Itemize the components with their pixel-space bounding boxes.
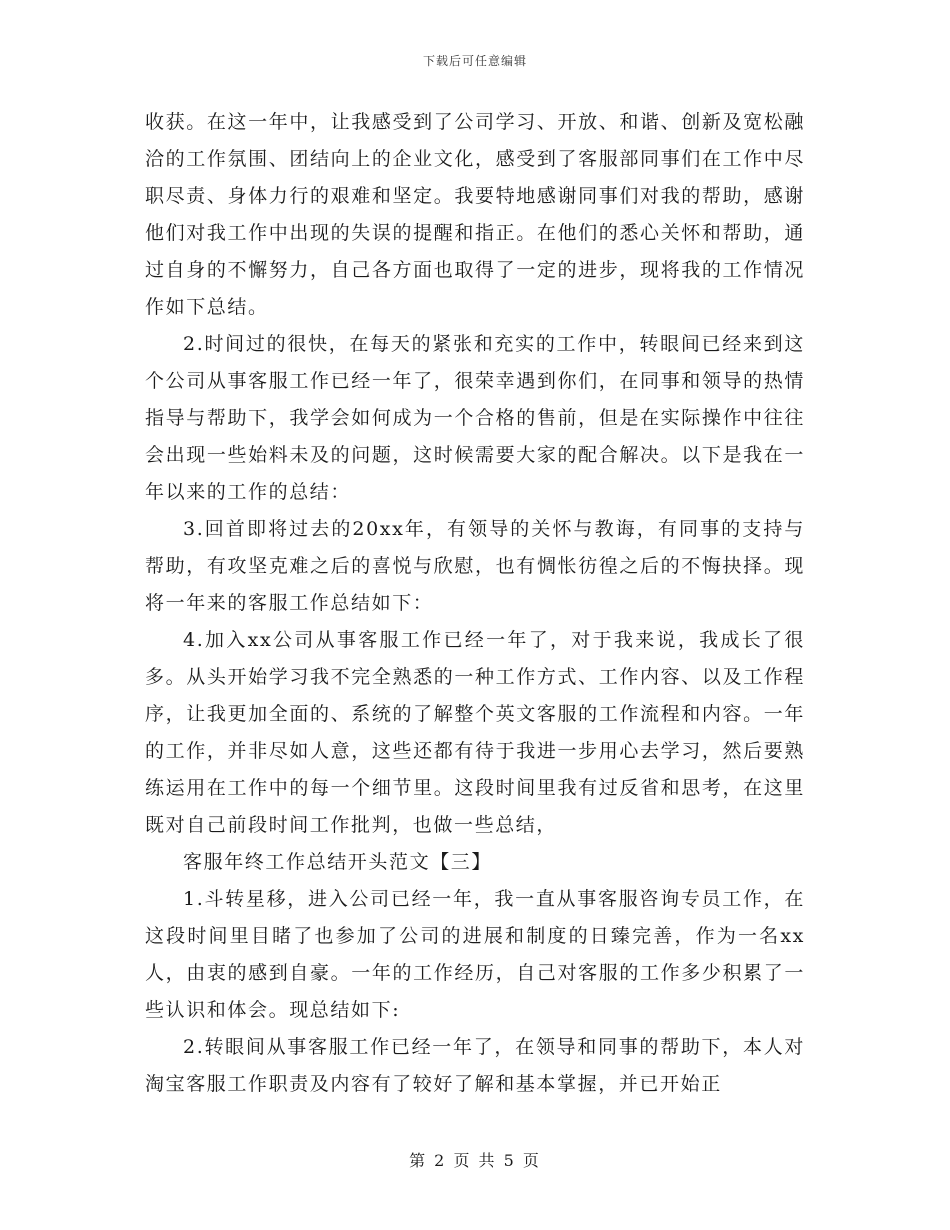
- paragraph-item-1: 1.斗转星移，进入公司已经一年，我一直从事客服咨询专员工作，在这段时间里目睹了也参加了公司的进展和制度的日臻完善，作为一名xx人，由衷的感到自豪。一年的工作经历，自己对客服的工作多少积累了一些认识和体会。现总结如下:: [145, 888, 805, 1021]
- paragraph-item-3: 3.回首即将过去的20xx年，有领导的关怀与教诲，有同事的支持与帮助，有攻坚克难之后的喜悦与欣慰，也有惆怅彷徨之后的不悔抉择。现将一年来的客服工作总结如下：: [145, 518, 805, 614]
- document-body: [145, 104, 805, 1103]
- paragraph-continuation: 收获。在这一年中，让我感受到了公司学习、开放、和谐、创新及宽松融洽的工作氛围、团结向上的企业文化，感受到了客服部同事们在工作中尽职尽责、身体力行的艰难和坚定。我要特地感谢同事们对我的帮助，感谢他们对我工作中出现的失误的提醒和指正。在他们的悉心关怀和帮助，通过自身的不懈努力，自己各方面也取得了一定的进步，现将我的工作情况作如下总结。: [145, 111, 805, 318]
- paragraph-item-2b: 2.转眼间从事客服工作已经一年了，在领导和同事的帮助下，本人对淘宝客服工作职责及内容有了较好了解和基本掌握，并已开始正: [145, 1036, 805, 1095]
- paragraph-item-4: 4.加入xx公司从事客服工作已经一年了，对于我来说，我成长了很多。从头开始学习我不完全熟悉的一种工作方式、工作内容、以及工作程序，让我更加全面的、系统的了解整个英文客服的工作流程和内容。一年的工作，并非尽如人意，这些还都有待于我进一步用心去学习，然后要熟练运用在工作中的每一个细节里。这段时间里我有过反省和思考，在这里既对自己前段时间工作批判，也做一些总结，: [145, 629, 805, 836]
- section-heading: 客服年终工作总结开头范文【三】: [183, 851, 493, 873]
- paragraph-item-2: 2.时间过的很快，在每天的紧张和充实的工作中，转眼间已经来到这个公司从事客服工作已经一年了，很荣幸遇到你们，在同事和领导的热情指导与帮助下，我学会如何成为一个合格的售前，但是在实际操作中往往会出现一些始料未及的问题，这时候需要大家的配合解决。以下是我在一年以来的工作的总结：: [145, 333, 805, 503]
- page-number: 第 2 页 共 5 页: [409, 1151, 541, 1170]
- page-header: 下载后可任意编辑: [422, 54, 527, 68]
